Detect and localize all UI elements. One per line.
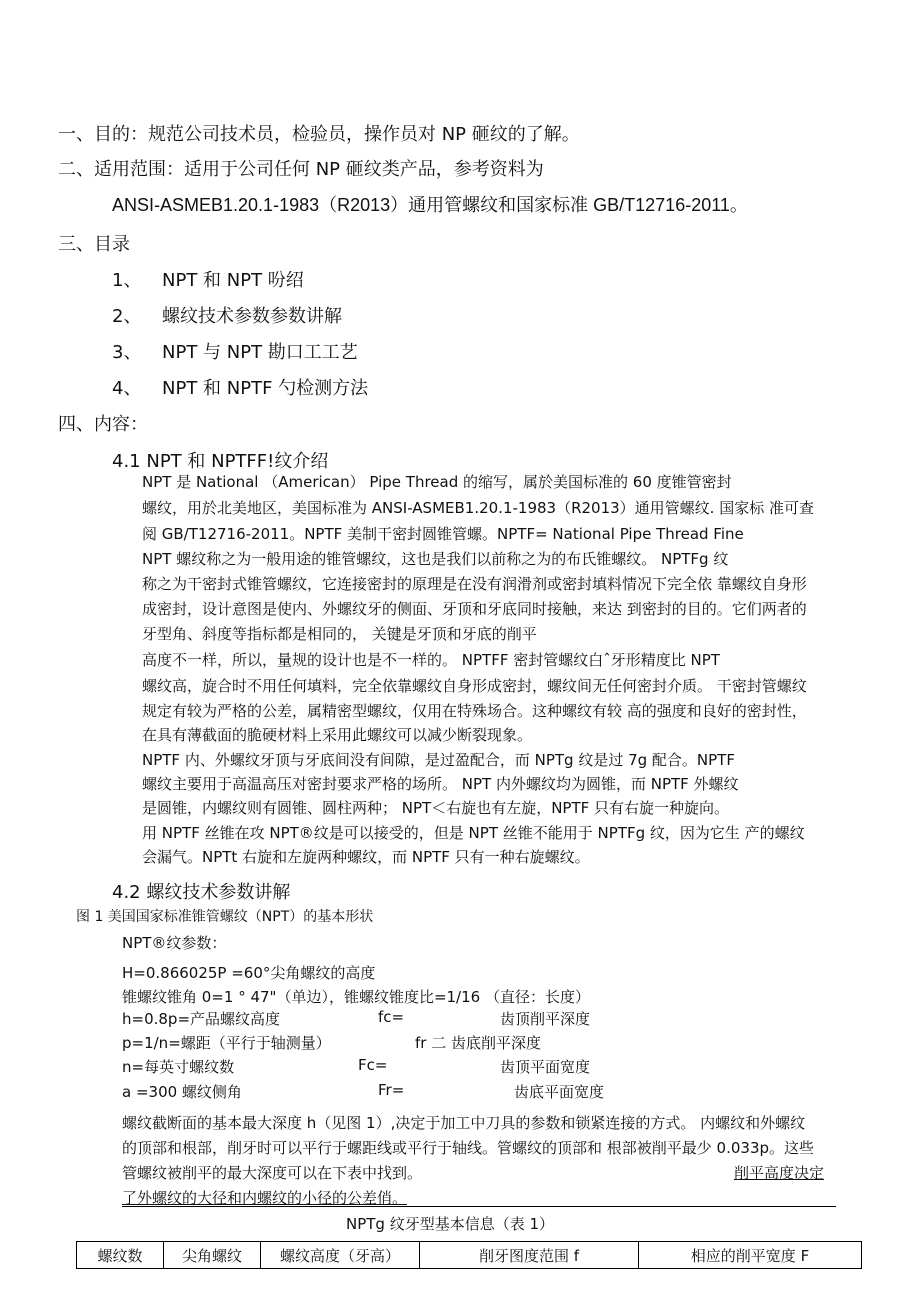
toc-number: 1、: [112, 270, 142, 291]
paragraph-line: 是圆锥，内螺纹则有圆锥、圆柱两种； NPT＜右旋也有左旋，NPTF 只有右旋一种旋向。: [142, 799, 730, 817]
purpose-line: 一、目的：规范公司技术员，检验员，操作员对 NP 砸纹的了解。: [58, 124, 580, 145]
thread-info-table: [76, 1241, 862, 1269]
paragraph-line: NPT 螺纹称之为一般用途的锥管螺纹，这也是我们以前称之为的布氏锥螺纹。 NPTFg 纹: [142, 550, 729, 568]
table-caption: NPTg 纹牙型基本信息（表 1）: [346, 1215, 555, 1233]
param-symbol: Fr=: [378, 1081, 405, 1099]
scope-reference: ANSI-ASMEB1.20.1-1983（R2013）通用管螺纹和国家标准 GB/T12716-2011。: [112, 195, 748, 215]
param-line: H=0.866025P =60°尖角螺纹的高度: [122, 964, 376, 982]
param-title: NPT®纹参数：: [122, 934, 227, 952]
paragraph-line: 会漏气。NPTt 右旋和左旋两种螺纹，而 NPTF 只有一种右旋螺纹。: [142, 848, 590, 866]
paragraph-line: 在具有薄截面的脆硬材料上采用此螺纹可以减少断裂现象。: [142, 726, 533, 744]
toc-text: NPT 和 NPT 吩绍: [162, 270, 304, 291]
paragraph-line: 称之为干密封式锥管螺纹，它连接密封的原理是在没有润滑剂或密封填料情况下完全依 靠螺纹自身形: [142, 575, 807, 593]
toc-item: [112, 302, 342, 328]
toc-text: NPT 和 NPTF 勺检测方法: [162, 378, 369, 399]
paragraph-line: 螺纹高，旋合时不用任何填料，完全依靠螺纹自身形成密封，螺纹间无任何密封介质。 干密封管螺纹: [142, 677, 807, 695]
paragraph-line: 的顶部和根部，削牙时可以平行于螺距线或平行于轴线。管螺纹的顶部和 根部被削平最少 0.033p。这些: [122, 1139, 815, 1157]
paragraph-line: 螺纹截断面的基本最大深度 h（见图 1）,决定于加工中刀具的参数和锁紧连接的方式。 内螺纹和外螺纹: [122, 1114, 806, 1132]
toc-item: [112, 338, 358, 364]
toc-text: NPT 与 NPT 勘口工工艺: [162, 342, 358, 363]
toc-number: 2、: [112, 306, 142, 327]
figure-caption: 图 1 美国国家标准锥管螺纹（NPT）的基本形状: [76, 909, 374, 925]
param-desc: 齿顶削平深度: [500, 1010, 591, 1028]
paragraph-line: 螺纹主要用于高温高压对密封要求严格的场所。 NPT 内外螺纹均为圆锥，而 NPTF 外螺纹: [142, 775, 739, 793]
param-desc: 齿顶平面宽度: [500, 1058, 591, 1076]
scope-line: 二、适用范围：适用于公司任何 NP 砸纹类产品，参考资料为: [58, 159, 544, 180]
table-header-cell: 削牙图度范围 f: [420, 1242, 639, 1269]
toc-number: 3、: [112, 342, 142, 363]
param-symbol: fc=: [378, 1008, 405, 1026]
param-line: 锥螺纹锥角 0=1 ° 47"（单边），锥螺纹锥度比=1/16 （直径：长度）: [122, 988, 590, 1006]
paragraph-line: 螺纹，用於北美地区，美国标准为 ANSI-ASMEB1.20.1-1983（R2013）通用管螺纹. 国家标 准可查: [142, 499, 814, 517]
table-header-cell: 尖角螺纹: [164, 1242, 261, 1269]
toc-item: [112, 266, 304, 292]
toc-item: [112, 374, 369, 400]
toc-number: 4、: [112, 378, 142, 399]
paragraph-line: 阅 GB/T12716-2011。NPTF 美制干密封圆锥管螺。NPTF= National Pipe Thread Fine: [142, 525, 744, 543]
underlined-text: 了外螺纹的大径和内螺纹的小径的公差俏。: [122, 1189, 408, 1207]
table-header-row: [77, 1242, 862, 1269]
toc-title: 三、目录: [58, 234, 130, 255]
paragraph-line: NPTF 内、外螺纹牙顶与牙底间没有间隙，是过盈配合，而 NPTg 纹是过 7g 配合。NPTF: [142, 751, 735, 769]
param-line: a =300 螺纹侧角: [122, 1083, 242, 1101]
param-line: p=1/n=螺距（平行于轴测量）: [122, 1034, 331, 1052]
paragraph-line: 高度不一样，所以，量规的设计也是不一样的。 NPTFF 密封管螺纹白ˆ牙形精度比 NPT: [142, 651, 720, 669]
toc-text: 螺纹技术参数参数讲解: [162, 306, 342, 327]
section-4-2-title: 4.2 螺纹技术参数讲解: [112, 882, 291, 903]
param-desc: 齿底平面宽度: [514, 1083, 605, 1101]
paragraph-line: 规定有较为严格的公差，属精密型螺纹，仅用在特殊场合。这种螺纹有较 高的强度和良好的密封性，: [142, 702, 807, 720]
paragraph-line: 成密封，设计意图是使内、外螺纹牙的侧面、牙顶和牙底同时接触，来达 到密封的目的。它们两者的: [142, 600, 807, 618]
param-symbol: Fc=: [358, 1056, 388, 1074]
param-line: h=0.8p=产品螺纹高度: [122, 1010, 281, 1028]
underlined-text: 削平高度决定: [734, 1164, 825, 1182]
paragraph-line: 用 NPTF 丝锥在攻 NPT®纹是可以接受的，但是 NPT 丝锥不能用于 NPTFg 纹，因为它生 产的螺纹: [142, 824, 805, 842]
paragraph-line: NPT 是 National （American） Pipe Thread 的缩写，属於美国标准的 60 度锥管密封: [142, 473, 732, 491]
section-4-1-title: 4.1 NPT 和 NPTFF!纹介绍: [112, 451, 329, 472]
param-line: n=每英寸螺纹数: [122, 1058, 235, 1076]
table-header-cell: 螺纹高度（牙高）: [261, 1242, 420, 1269]
paragraph-line: 牙型角、斜度等指标都是相同的， 关键是牙顶和牙底的削平: [142, 625, 537, 643]
underline-rule: [122, 1206, 836, 1207]
content-title: 四、内容：: [58, 414, 148, 435]
table-header-cell: 螺纹数: [77, 1242, 164, 1269]
param-symbol: fr 二 齿底削平深度: [415, 1034, 541, 1052]
paragraph-line: 管螺纹被削平的最大深度可以在下表中找到。: [122, 1164, 423, 1182]
table-header-cell: 相应的削平宽度 F: [639, 1242, 862, 1269]
